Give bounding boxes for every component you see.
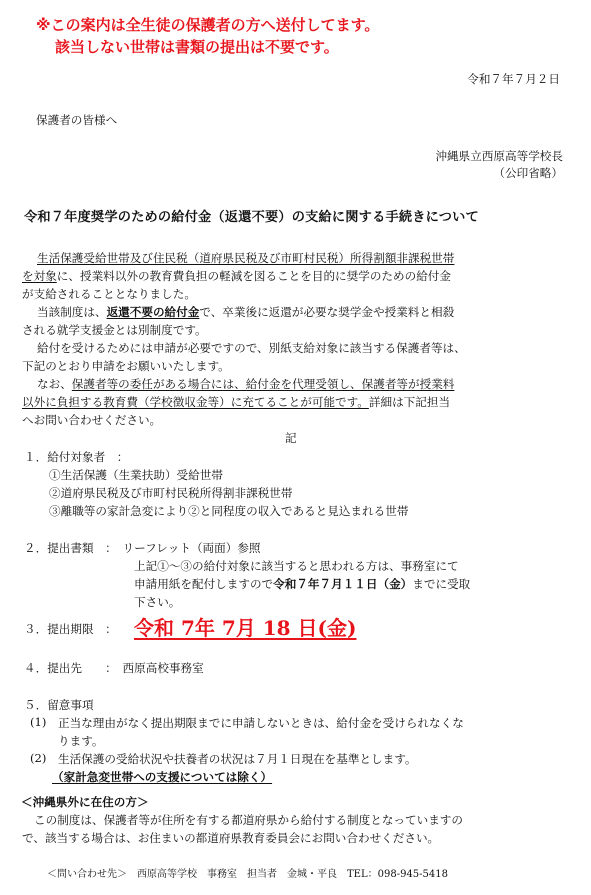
intro-p1-target: を対象 [22, 269, 57, 283]
intro-p4-education-cost: 以外に負担する教育費（学校徴収金等）に充てることが可能です。 [22, 395, 369, 409]
document-title: 令和７年度奨学のための給付金（返還不要）の支給に関する手続きについて [24, 210, 479, 225]
intro-p3-line2: 下記のとおり申請をお願いいたします。 [22, 359, 230, 373]
intro-p2-rest: で、卒業後に返還が必要な奨学金や授業料と相殺 [199, 305, 455, 319]
section-2-distribute: 申請用紙を配付しますので [134, 577, 274, 591]
section-5-number-2: (2) [30, 751, 47, 765]
section-2-until: までに受取 [412, 577, 471, 591]
section-2-pickup-date: 令和７年７月１１日（金） [273, 577, 413, 591]
ki-heading: 記 [285, 431, 297, 445]
seal-omitted: （公印省略） [493, 166, 563, 180]
contact-footer: ＜問い合わせ先＞ 西原高等学校 事務室 担当者 金城・平良 TEL：098-945-5418 [47, 869, 448, 880]
intro-p1-line2 [22, 268, 451, 284]
section-3-heading: ３．提出期限 ： [24, 622, 117, 636]
section-1-item-3: ③離職等の家計急変により②と同程度の収入であると見込まれる世帯 [49, 504, 409, 518]
intro-p2-line2: される就学支援金とは別制度です。 [22, 323, 207, 337]
intro-p1-purpose: に、授業料以外の教育費負担の軽減を図ることを目的に奨学のための給付金 [56, 269, 451, 283]
section-2-line2 [134, 576, 470, 592]
outside-okinawa-heading: ＜沖縄県外に在住の方＞ [21, 795, 149, 809]
outside-okinawa-line2: で、該当する場合は、お住まいの都道府県教育委員会にお問い合わせください。 [22, 831, 440, 845]
recipient: 保護者の皆様へ [36, 113, 118, 127]
intro-p4-line1 [37, 376, 454, 392]
intro-p1-line1: 生活保護受給世帯及び住民税（道府県民税及び市町村民税）所得割額非課税世帯 [37, 251, 455, 265]
section-5-item-1-line2: ります。 [58, 734, 104, 748]
sender-school: 沖縄県立西原高等学校長 [435, 149, 563, 163]
section-5-item-2-line1: 生活保護の受給状況や扶養者の状況は７月１日現在を基準とします。 [58, 752, 417, 766]
section-2-line3: 下さい。 [134, 595, 181, 609]
section-1-item-2: ②道府県民税及び市町村民税所得割非課税世帯 [49, 486, 293, 500]
intro-p2-line1 [37, 304, 454, 320]
section-5-item-2-exception: （家計急変世帯への支援については除く） [52, 770, 273, 784]
intro-p4-details: 詳細は下記担当 [368, 395, 451, 409]
notice-line-1: ※この案内は全生徒の保護者の方へ送付してます。 [36, 16, 380, 34]
section-5-item-1-line1: 正当な理由がなく提出期限までに申請しないときは、給付金を受けられなくな [58, 716, 464, 730]
intro-p2-lead: 当該制度は、 [37, 305, 107, 319]
intro-p3-line1: 給付を受けるためには申請が必要ですので、別紙支給対象に該当する保護者等は、 [37, 341, 466, 355]
intro-p4-lead: なお、 [37, 377, 72, 391]
submission-deadline: 令和 7年 7月 18 日(金) [134, 616, 357, 640]
issue-date: 令和７年７月２日 [467, 72, 560, 86]
section-5-number-1: (1) [30, 715, 47, 729]
intro-p2-nonrepayable: 返還不要の給付金 [106, 305, 200, 319]
section-4-heading: ４．提出先 ： 西原高校事務室 [24, 661, 204, 675]
intro-p4-proxy: 保護者等の委任がある場合には、給付金を代理受領し、保護者等が授業料 [71, 377, 455, 391]
section-1-heading: １．給付対象者 ： [24, 450, 129, 464]
intro-p4-line3: へお問い合わせください。 [22, 413, 162, 427]
intro-p1-line3: が支給されることとなりました。 [22, 287, 196, 301]
section-2-heading: ２．提出書類 ： リーフレット（両面）参照 [24, 541, 261, 555]
section-5-heading: ５．留意事項 [24, 698, 94, 712]
outside-okinawa-line1: この制度は、保護者等が住所を有する都道府県から給付する制度となっていますの [34, 813, 463, 827]
notice-line-2: 該当しない世帯は書類の提出は不要です。 [55, 38, 339, 56]
intro-p4-line2 [22, 394, 450, 410]
section-2-line1: 上記①～③の給付対象に該当すると思われる方は、事務室にて [134, 559, 459, 573]
section-1-item-1: ①生活保護（生業扶助）受給世帯 [49, 468, 223, 482]
